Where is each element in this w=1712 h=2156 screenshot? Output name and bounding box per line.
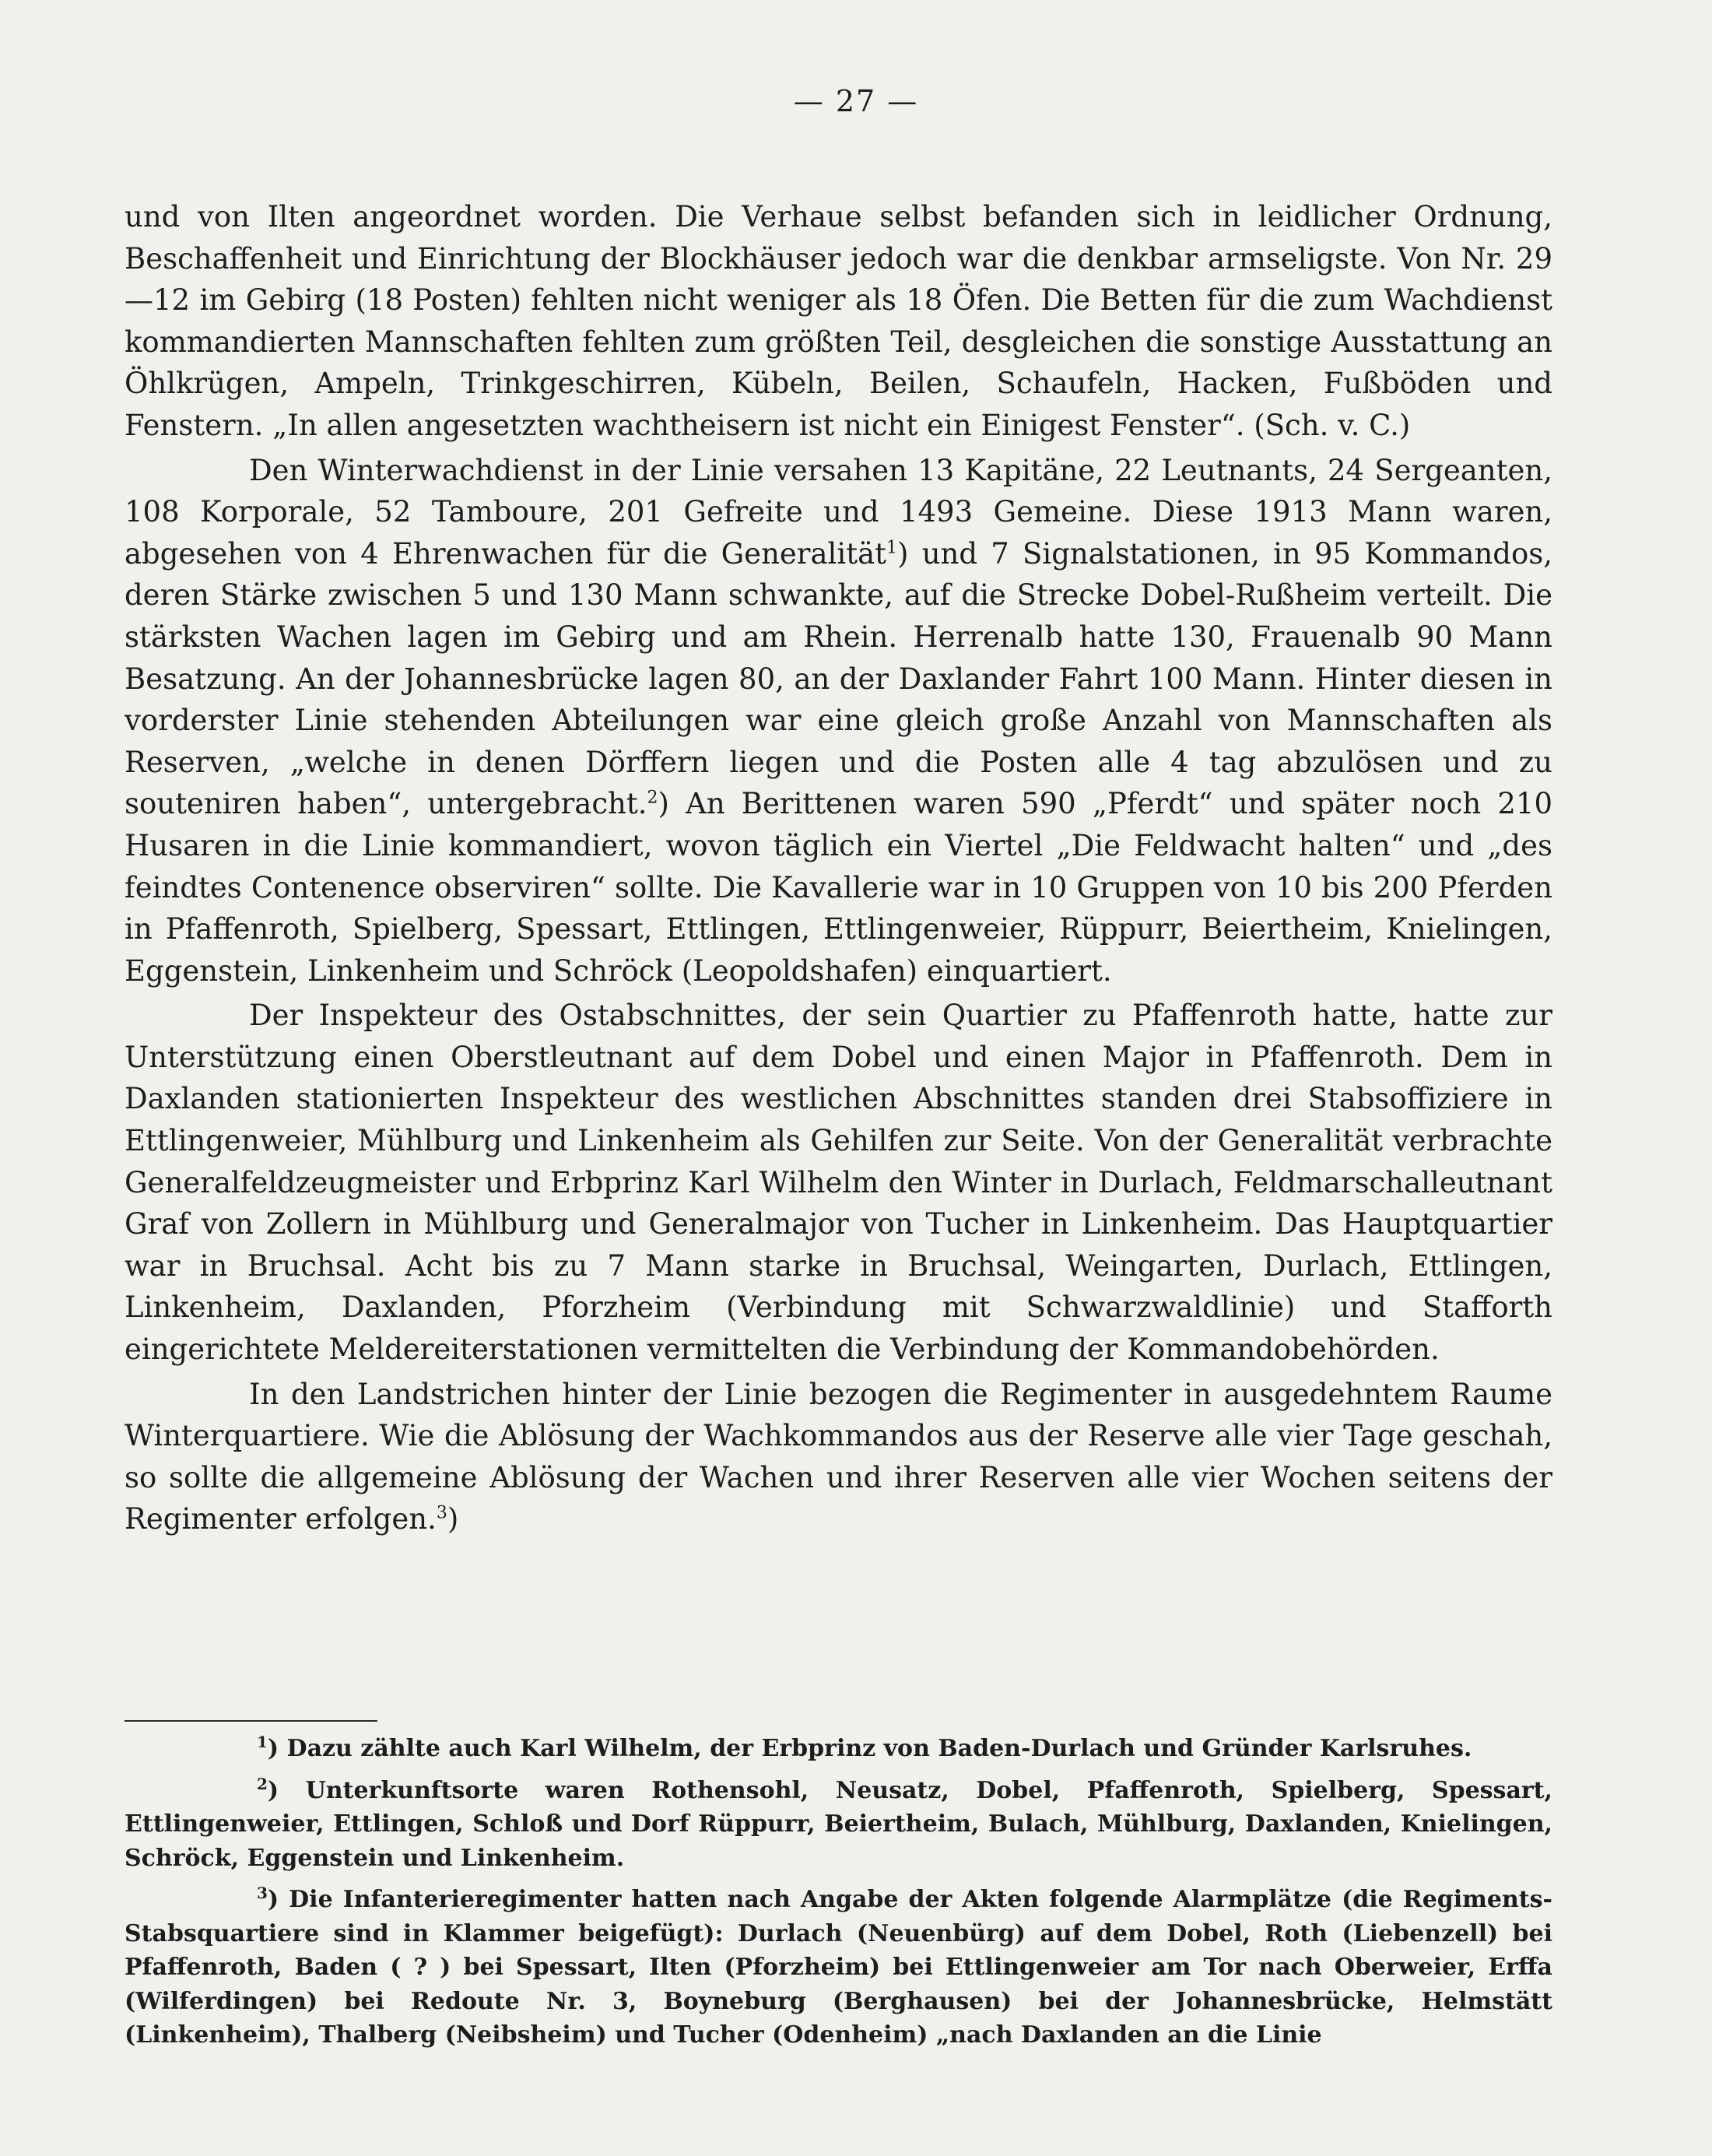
paragraph-4-tail: ) bbox=[447, 1502, 459, 1536]
main-text bbox=[125, 196, 1552, 1540]
footnote-mark: 3 bbox=[257, 1884, 268, 1902]
footnote-ref-3: 3 bbox=[436, 1504, 447, 1524]
paragraph-2-part-b: ) und 7 Signalstationen, in 95 Kommandos, deren Stärke zwischen 5 und 130 Mann schwankte, auf die Strecke Dobel-Rußheim verteilt. Die stärksten Wachen lagen im Gebirg und am Rhein. Herrenalb hatte 130, Frauenalb 90 Mann Besatzung. An der Johannesbrücke lagen 80, an der Daxlander Fahrt 100 Mann. Hinter diesen in vorderster Linie stehenden Abteilungen war eine gleich große Anzahl von Mannschaften als Reserven, „welche in denen Dörffern liegen und die Posten alle 4 tag abzulösen und zu souteniren haben“, untergebracht. bbox=[125, 536, 1552, 821]
footnote-mark: 2 bbox=[257, 1774, 268, 1793]
footnote-text: ) Unterkunftsorte waren Rothensohl, Neusatz, Dobel, Pfaffenroth, Spielberg, Spessart, Ettlingenweier, Ettlingen, Schloß und Dorf Rüppurr, Beiertheim, Bulach, Mühlburg, Daxlanden, Knielingen, Schröck, Eggenstein und Linkenheim. bbox=[125, 1776, 1552, 1872]
footnote-mark: 1 bbox=[257, 1733, 268, 1751]
page-number: — 27 — bbox=[793, 84, 919, 118]
footnotes bbox=[125, 1732, 1552, 2060]
paragraph-2-part-c: ) An Berittenen waren 590 „Pferdt“ und später noch 210 Husaren in die Linie kommandiert, wovon täglich ein Viertel „Die Feldwacht halten“ und „des feindtes Contenence observiren“ sollte. Die Kavallerie war in 10 Gruppen von 10 bis 200 Pferden in Pfaffenroth, Spielberg, Spessart, Ettlingen, Ettlingenweier, Rüppurr, Beiertheim, Knielingen, Eggenstein, Linkenheim und Schröck (Leopoldshafen) einquartiert. bbox=[125, 787, 1552, 988]
footnote-divider bbox=[125, 1720, 377, 1722]
paragraph-2 bbox=[125, 450, 1552, 992]
footnote-text: ) Die Infanterieregimenter hatten nach Angabe der Akten folgende Alarmplätze (die Regiments-Stabsquartiere sind in Klammer beigefügt): Durlach (Neuenbürg) auf dem Dobel, Roth (Liebenzell) bei Pfaffenroth, Baden ( ? ) bei Spessart, Ilten (Pforzheim) bei Ettlingenweier am Tor nach Oberweier, Erffa (Wilferdingen) bei Redoute Nr. 3, Boyneburg (Berghausen) bei der Johannesbrücke, Helmstätt (Linkenheim), Thalberg (Neibsheim) und Tucher (Odenheim) „nach Daxlanden an die Linie bbox=[125, 1886, 1552, 2049]
footnote-ref-1: 1 bbox=[886, 538, 898, 558]
footnote bbox=[125, 1732, 1552, 1766]
footnote-text: ) Dazu zählte auch Karl Wilhelm, der Erbprinz von Baden-Durlach und Gründer Karlsruhes. bbox=[267, 1735, 1472, 1762]
footnote bbox=[125, 1883, 1552, 2052]
footnote-ref-2: 2 bbox=[647, 788, 658, 808]
paragraph-4 bbox=[125, 1374, 1552, 1540]
paragraph-1: und von Ilten angeordnet worden. Die Verhaue selbst befanden sich in leidlicher Ordnung, Beschaffenheit und Einrichtung der Blockhäuser jedoch war die denkbar armseligste. Von Nr. 29—12 im Gebirg (18 Posten) fehlten nicht weniger als 18 Öfen. Die Betten für die zum Wachdienst kommandierten Mannschaften fehlten zum größten Teil, desgleichen die sonstige Ausstattung an Öhlkrügen, Ampeln, Trinkgeschirren, Kübeln, Beilen, Schaufeln, Hacken, Fußböden und Fenstern. „In allen angesetzten wachtheisern ist nicht ein Einigest Fenster“. (Sch. v. C.) bbox=[125, 200, 1552, 442]
footnote bbox=[125, 1774, 1552, 1876]
paragraph-2-part-a: Den Winterwachdienst in der Linie versahen 13 Kapitäne, 22 Leutnants, 24 Sergeanten, 108 Korporale, 52 Tamboure, 201 Gefreite und 1493 Gemeine. Diese 1913 Mann waren, abgesehen von 4 Ehrenwachen für die Generalität bbox=[125, 453, 1552, 571]
paragraph-4-text: In den Landstrichen hinter der Linie bezogen die Regimenter in ausgedehntem Raume Winterquartiere. Wie die Ablösung der Wachkommandos aus der Reserve alle vier Tage geschah, so sollte die allgemeine Ablösung der Wachen und ihrer Reserven alle vier Wochen seitens der Regimenter erfolgen. bbox=[125, 1377, 1552, 1536]
paragraph-3: Der Inspekteur des Ostabschnittes, der sein Quartier zu Pfaffenroth hatte, hatte zur Unterstützung einen Oberstleutnant auf dem Dobel und einen Major in Pfaffenroth. Dem in Daxlanden stationierten Inspekteur des westlichen Abschnittes standen drei Stabsoffiziere in Ettlingenweier, Mühlburg und Linkenheim als Gehilfen zur Seite. Von der Generalität verbrachte Generalfeldzeugmeister und Erbprinz Karl Wilhelm den Winter in Durlach, Feldmarschalleutnant Graf von Zollern in Mühlburg und Generalmajor von Tucher in Linkenheim. Das Hauptquartier war in Bruchsal. Acht bis zu 7 Mann starke in Bruchsal, Weingarten, Durlach, Ettlingen, Linkenheim, Daxlanden, Pforzheim (Verbindung mit Schwarzwaldlinie) und Stafforth eingerichtete Meldereiterstationen vermittelten die Verbindung der Kommandobehörden. bbox=[125, 999, 1552, 1367]
